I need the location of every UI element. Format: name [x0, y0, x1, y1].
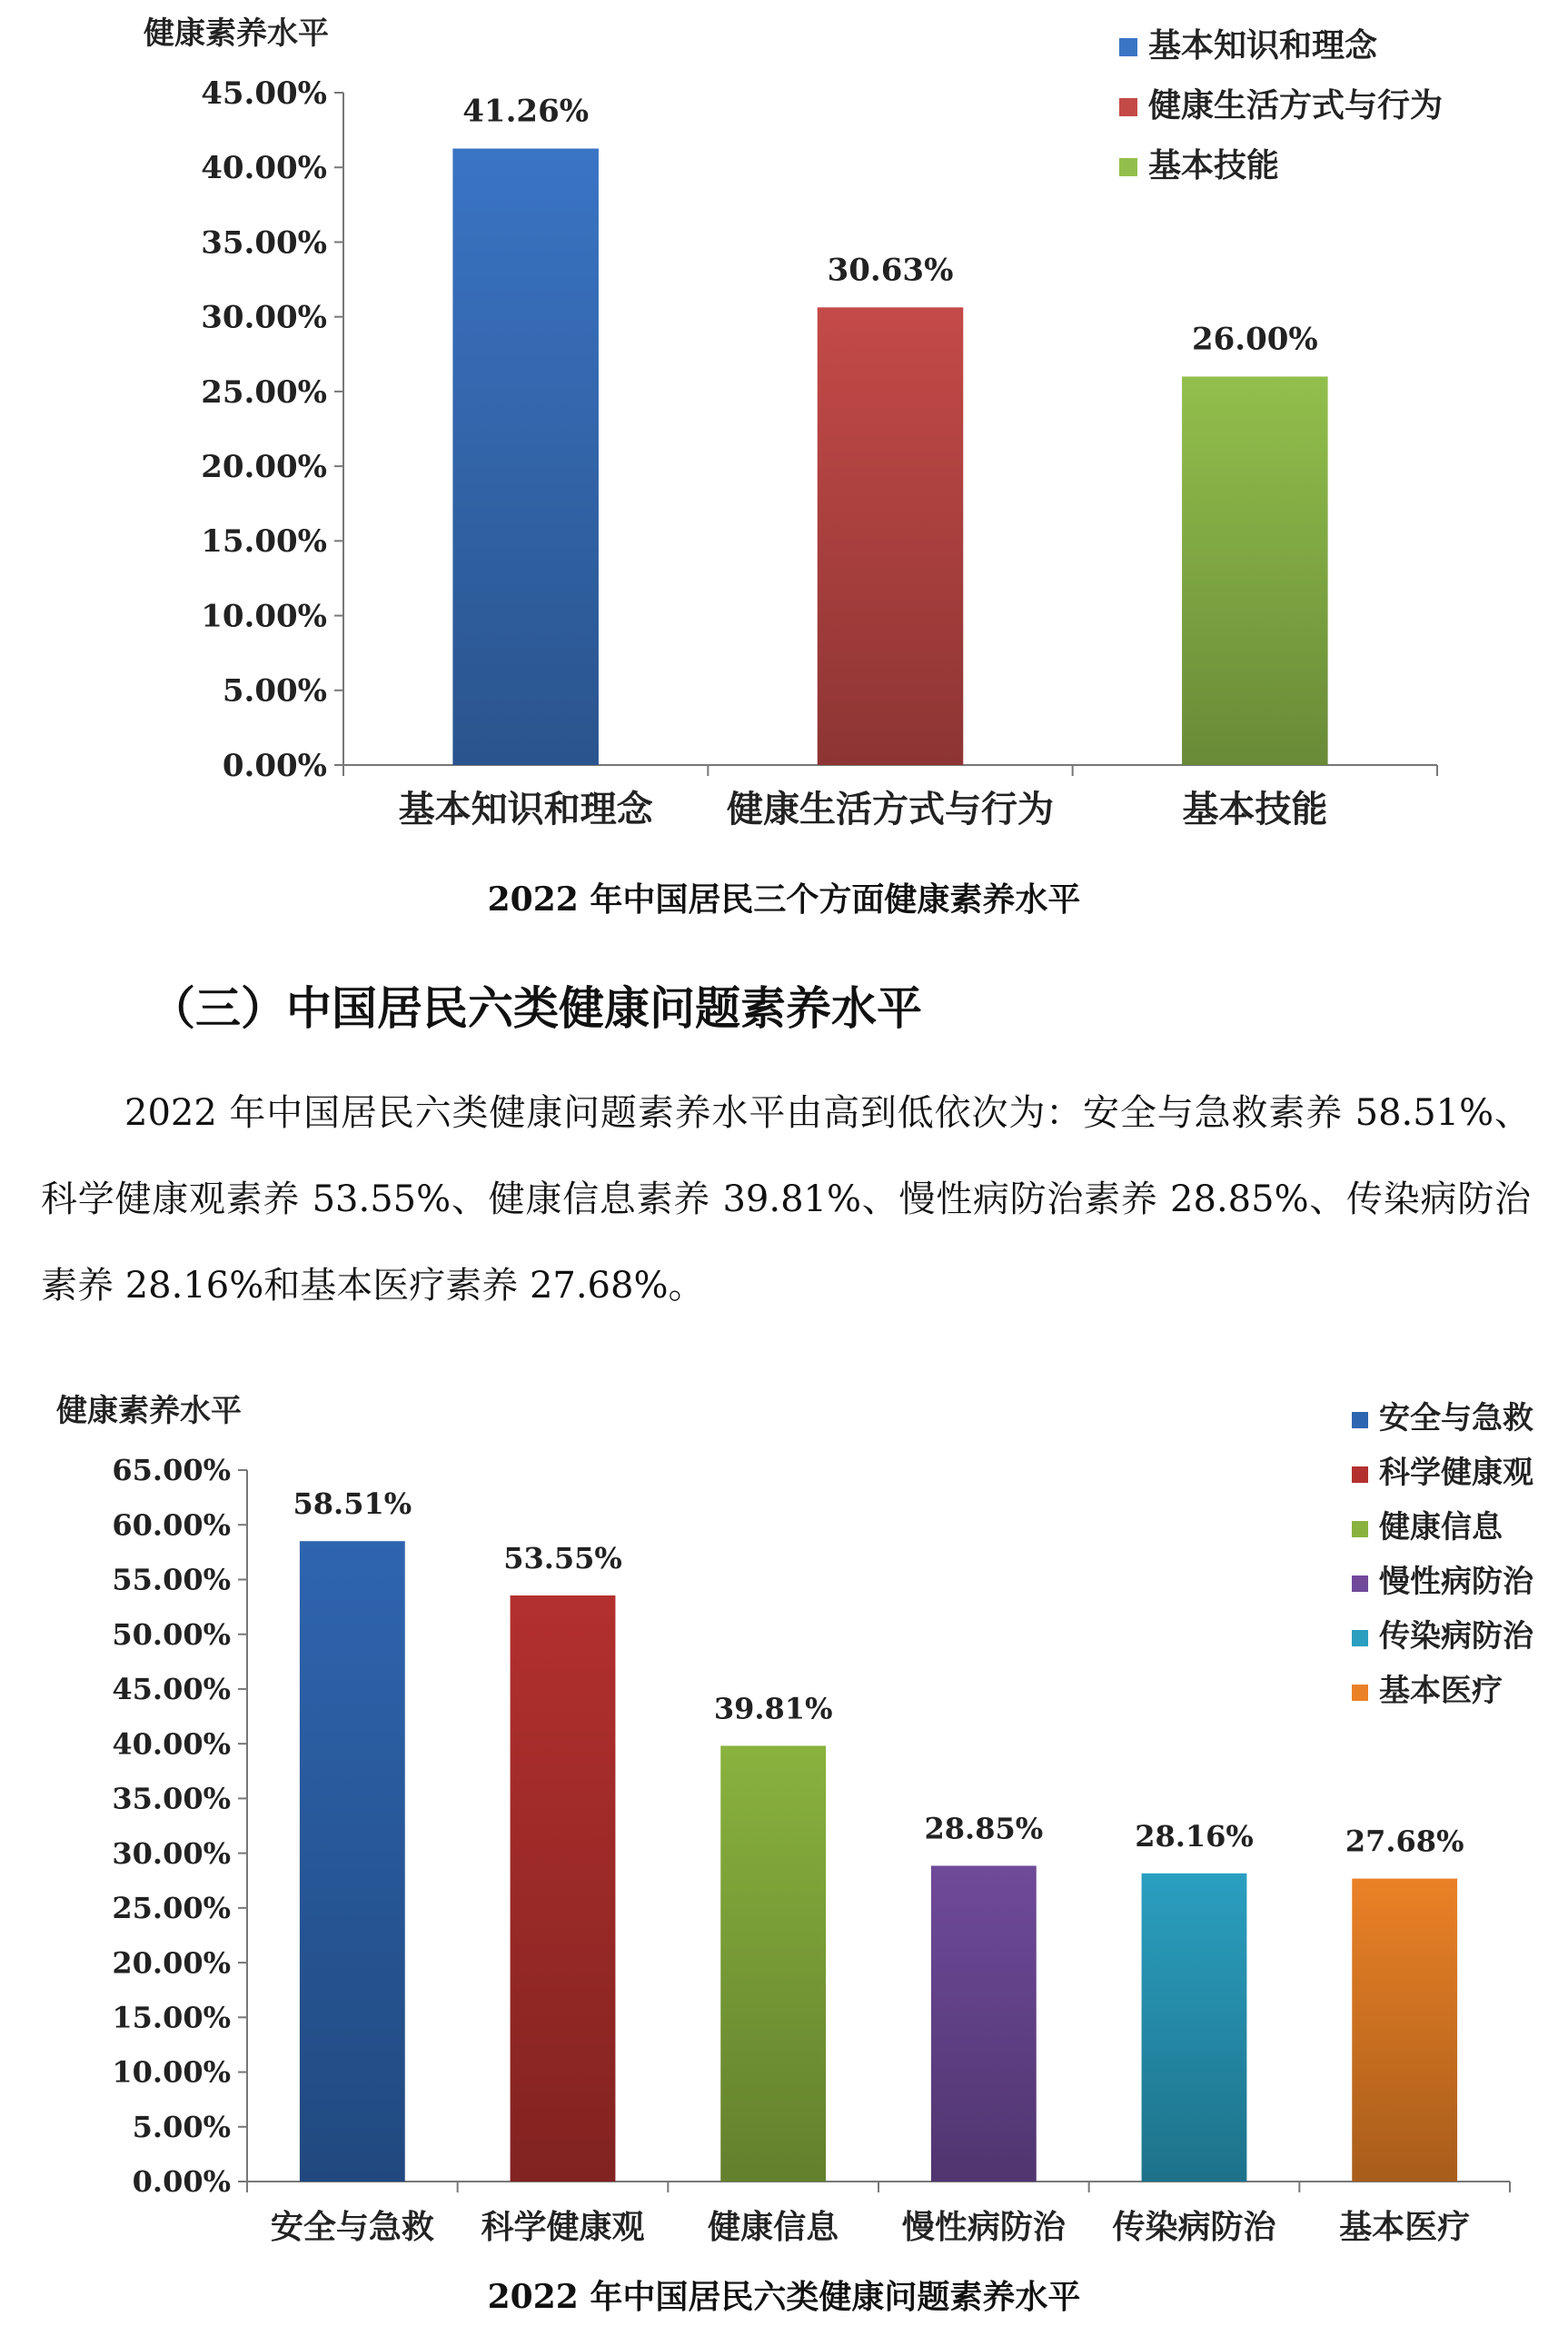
- y-tick-label: 25.00%: [201, 373, 327, 411]
- section-heading: （三）中国居民六类健康问题素养水平: [150, 982, 922, 1035]
- legend-swatch: [1352, 1466, 1368, 1483]
- x-category-label: 传染病防治: [1112, 2208, 1276, 2246]
- y-tick-label: 20.00%: [201, 449, 327, 486]
- y-tick-label: 45.00%: [112, 1672, 231, 1707]
- legend-label: 基本技能: [1148, 146, 1280, 184]
- bar: [720, 1745, 826, 2182]
- bar: [511, 1595, 616, 2182]
- x-category-label: 基本医疗: [1339, 2208, 1471, 2246]
- y-tick-label: 10.00%: [201, 598, 327, 635]
- bar-value-label: 30.63%: [827, 252, 954, 289]
- y-tick-label: 15.00%: [112, 2000, 231, 2035]
- bar-value-label: 39.81%: [713, 1691, 833, 1726]
- y-tick-label: 15.00%: [201, 523, 327, 561]
- bar: [818, 307, 964, 765]
- bar: [300, 1541, 405, 2182]
- bar: [1352, 1879, 1457, 2182]
- x-category-label: 慢性病防治: [901, 2208, 1066, 2246]
- y-tick-label: 0.00%: [222, 747, 327, 784]
- y-tick-label: 30.00%: [112, 1835, 231, 1871]
- x-category-label: 基本知识和理念: [398, 788, 653, 830]
- legend-label: 安全与急救: [1379, 1400, 1533, 1436]
- y-tick-label: 5.00%: [222, 672, 327, 710]
- chart-six-problems: [0, 1363, 1568, 2271]
- body-paragraph: 2022 年中国居民六类健康问题素养水平由高到低依次为：安全与急救素养 58.51%、科学健康观素养 53.55%、健康信息素养 39.81%、慢性病防治素养 28.85%、传染病防治素养 28.16%和基本医疗素养 27.68%。: [41, 1092, 1531, 1307]
- bar-value-label: 28.16%: [1135, 1818, 1254, 1854]
- bar: [1142, 1874, 1247, 2182]
- y-tick-label: 40.00%: [112, 1726, 231, 1762]
- y-tick-label: 30.00%: [201, 299, 327, 336]
- x-category-label: 科学健康观: [481, 2208, 645, 2246]
- y-tick-label: 10.00%: [112, 2054, 231, 2090]
- x-category-label: 健康信息: [708, 2208, 839, 2246]
- legend-label: 基本医疗: [1379, 1673, 1503, 1709]
- legend-label: 科学健康观: [1379, 1455, 1533, 1491]
- bar-value-label: 27.68%: [1345, 1824, 1464, 1859]
- bar-value-label: 53.55%: [503, 1540, 622, 1576]
- y-tick-label: 0.00%: [132, 2164, 231, 2200]
- bar-value-label: 58.51%: [293, 1486, 412, 1522]
- y-tick-label: 20.00%: [112, 1945, 231, 1981]
- bar: [931, 1865, 1037, 2182]
- legend-swatch: [1352, 1521, 1368, 1537]
- y-tick-label: 65.00%: [112, 1453, 231, 1488]
- chart-three-aspects: [0, 0, 1568, 854]
- legend-label: 健康信息: [1379, 1509, 1503, 1546]
- y-tick-label: 45.00%: [201, 75, 327, 112]
- bar: [1182, 376, 1328, 765]
- y-tick-label: 35.00%: [201, 224, 327, 262]
- x-category-label: 健康生活方式与行为: [727, 788, 1054, 830]
- legend-swatch: [1119, 38, 1137, 56]
- legend-swatch: [1352, 1685, 1368, 1701]
- y-tick-label: 25.00%: [112, 1891, 231, 1926]
- legend-label: 传染病防治: [1379, 1618, 1533, 1655]
- y-axis-label: 健康素养水平: [144, 15, 329, 52]
- legend-swatch: [1119, 158, 1137, 176]
- bar-value-label: 28.85%: [924, 1811, 1044, 1846]
- legend-label: 基本知识和理念: [1148, 26, 1378, 65]
- y-tick-label: 35.00%: [112, 1781, 231, 1816]
- y-tick-label: 55.00%: [112, 1562, 231, 1597]
- bar-value-label: 26.00%: [1191, 321, 1318, 358]
- y-tick-label: 60.00%: [112, 1507, 231, 1543]
- bar: [452, 149, 599, 765]
- legend-label: 慢性病防治: [1379, 1564, 1533, 1600]
- chart-caption-six-problems: 2022 年中国居民六类健康问题素养水平: [487, 2278, 1081, 2316]
- y-axis-label: 健康素养水平: [56, 1393, 242, 1429]
- legend-swatch: [1119, 98, 1137, 116]
- y-tick-label: 40.00%: [201, 150, 327, 187]
- y-tick-label: 50.00%: [112, 1616, 231, 1652]
- chart-caption-three-aspects: 2022 年中国居民三个方面健康素养水平: [487, 880, 1081, 919]
- legend-swatch: [1352, 1412, 1368, 1428]
- bar-value-label: 41.26%: [462, 93, 590, 130]
- legend-swatch: [1352, 1576, 1368, 1592]
- x-category-label: 安全与急救: [270, 2208, 434, 2246]
- legend-swatch: [1352, 1630, 1368, 1646]
- x-category-label: 基本技能: [1182, 788, 1328, 830]
- y-tick-label: 5.00%: [132, 2109, 231, 2144]
- legend-label: 健康生活方式与行为: [1148, 86, 1444, 124]
